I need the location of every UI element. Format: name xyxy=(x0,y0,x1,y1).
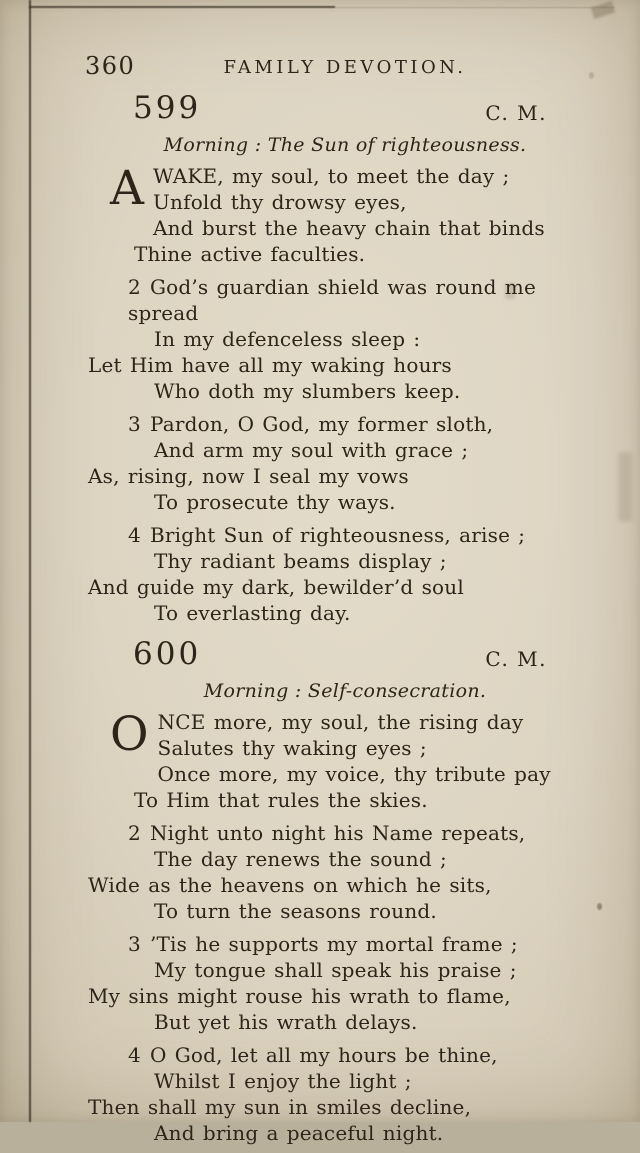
verse-line xyxy=(88,489,602,515)
verse-line xyxy=(88,522,602,548)
verse-line-text: And arm my soul with grace ; xyxy=(154,438,469,462)
hymn-header xyxy=(88,638,602,678)
verse-line xyxy=(88,326,602,352)
verse-line xyxy=(88,931,602,957)
verse-line xyxy=(88,761,602,787)
verse-line xyxy=(88,437,602,463)
page-top-edge-line xyxy=(29,6,335,8)
verse-line-text: And burst the heavy chain that binds xyxy=(152,216,545,240)
hymn-subtitle: Morning : Self-consecration. xyxy=(203,680,487,702)
verse-line-text: Bright Sun of righteousness, arise ; xyxy=(149,523,526,547)
verse-line xyxy=(88,1009,602,1035)
verse-line-text: NCE more, my soul, the rising day xyxy=(157,710,524,734)
verse-line xyxy=(88,548,602,574)
verse-line xyxy=(88,378,602,404)
verse-line xyxy=(88,241,602,267)
hymn-header xyxy=(88,92,602,132)
verse-line-text: But yet his wrath delays. xyxy=(154,1010,418,1034)
running-header-title: FAMILY DEVOTION. xyxy=(223,57,467,78)
page-number: 360 xyxy=(85,52,136,80)
verse-line-text: ’Tis he supports my mortal frame ; xyxy=(149,932,518,956)
verse-line-text: In my defenceless sleep : xyxy=(154,327,421,351)
verse-line xyxy=(88,189,602,215)
hymn-600 xyxy=(88,638,602,1146)
hymn-meter: C. M. xyxy=(485,647,547,671)
verse-line xyxy=(88,274,602,326)
verse-line-text: WAKE, my soul, to meet the day ; xyxy=(152,164,510,188)
verse-line xyxy=(88,1094,602,1120)
verse-line xyxy=(88,983,602,1009)
verse xyxy=(88,411,602,515)
verse-line-text: Then shall my sun in smiles decline, xyxy=(88,1095,472,1119)
verse-line-text: As, rising, now I seal my vows xyxy=(88,464,409,488)
verse-line-text: Who doth my slumbers keep. xyxy=(154,379,461,403)
verse-line-text: To Him that rules the skies. xyxy=(134,788,428,812)
verse xyxy=(88,1042,602,1146)
verse-line xyxy=(88,957,602,983)
verse-line xyxy=(88,898,602,924)
verse-line-text: Let Him have all my waking hours xyxy=(88,353,452,377)
scan-artifact xyxy=(618,452,632,522)
verse-line xyxy=(88,352,602,378)
hymn-meter: C. M. xyxy=(485,101,547,125)
verse-line xyxy=(88,411,602,437)
verse-line xyxy=(88,709,602,735)
verse-line-text: To prosecute thy ways. xyxy=(154,490,396,514)
verse-line-text: Pardon, O God, my former sloth, xyxy=(149,412,494,436)
page-content xyxy=(85,52,602,1153)
verse-line-text: And bring a peaceful night. xyxy=(154,1121,444,1145)
running-head xyxy=(85,52,602,82)
verse-line-text: My sins might rouse his wrath to flame, xyxy=(88,984,511,1008)
verse-line-text: The day renews the sound ; xyxy=(154,847,447,871)
verse-line xyxy=(88,600,602,626)
verse-line-text: My tongue shall speak his praise ; xyxy=(154,958,517,982)
verse xyxy=(88,820,602,924)
verse-line xyxy=(88,1068,602,1094)
page-top-edge-line-faint xyxy=(335,7,615,8)
dropcap-letter: A xyxy=(110,161,144,216)
verse-line-text: Salutes thy waking eyes ; xyxy=(157,736,427,760)
verse xyxy=(88,709,602,813)
verse xyxy=(88,522,602,626)
verse-line-text: O God, let all my hours be thine, xyxy=(149,1043,498,1067)
page-binding-edge-line xyxy=(29,0,31,1122)
verse-line xyxy=(88,215,602,241)
verse-line-text: Thine active faculties. xyxy=(134,242,366,266)
scan-artifact xyxy=(591,1,616,19)
verse-line-text: Thy radiant beams display ; xyxy=(154,549,447,573)
verse-line-text: Night unto night his Name repeats, xyxy=(149,821,526,845)
verse-line-text: God’s guardian shield was round me spread xyxy=(128,275,536,325)
verse xyxy=(88,274,602,404)
verse-number: 4 xyxy=(128,523,141,547)
verse-line xyxy=(88,163,602,189)
verse-line xyxy=(88,846,602,872)
verse-line xyxy=(88,1042,602,1068)
verse-line-text: To turn the seasons round. xyxy=(154,899,437,923)
verse-number: 2 xyxy=(128,821,141,845)
verse-line xyxy=(88,463,602,489)
verse-number: 2 xyxy=(128,275,141,299)
hymn-subtitle: Morning : The Sun of righteousness. xyxy=(163,134,527,156)
verse-number: 4 xyxy=(128,1043,141,1067)
verse-line xyxy=(88,1120,602,1146)
verse xyxy=(88,931,602,1035)
hymn-number: 599 xyxy=(133,90,202,126)
verse-line xyxy=(88,735,602,761)
dropcap-letter: O xyxy=(110,707,149,762)
verse-line-text: And guide my dark, bewilder’d soul xyxy=(88,575,464,599)
verse-line-text: Wide as the heavens on which he sits, xyxy=(88,873,492,897)
verse-line xyxy=(88,574,602,600)
verse-line xyxy=(88,820,602,846)
verse-line-text: Once more, my voice, thy tribute pay xyxy=(157,762,551,786)
verse xyxy=(88,163,602,267)
verse-line xyxy=(88,787,602,813)
hymn-599 xyxy=(88,92,602,626)
verse-line-text: To everlasting day. xyxy=(154,601,351,625)
verse-line-text: Unfold thy drowsy eyes, xyxy=(152,190,407,214)
hymn-number: 600 xyxy=(133,636,202,672)
verse-number: 3 xyxy=(128,412,141,436)
verse-number: 3 xyxy=(128,932,141,956)
verse-line-text: Whilst I enjoy the light ; xyxy=(154,1069,412,1093)
hymn-list xyxy=(88,92,602,1146)
verse-line xyxy=(88,872,602,898)
